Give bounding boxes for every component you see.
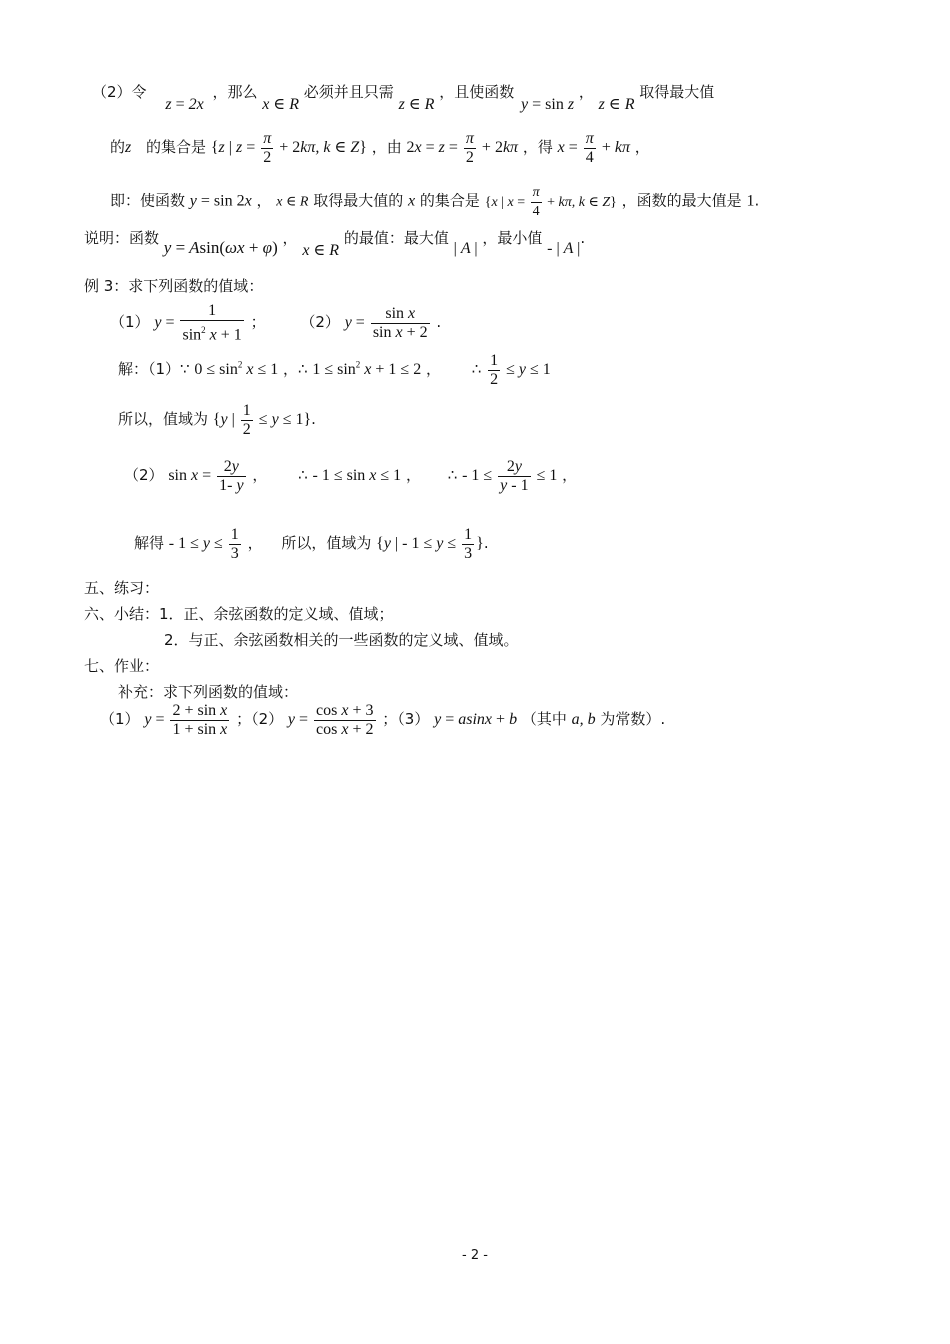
- text-line: 即：使函数 y = sin 2x ， x ∈ R 取得最大值的 x 的集合是 {x | x = $\frac{\pi}{4}$ + kπ, k ∈ Z} ，函数的最大值是 1.: [110, 185, 760, 219]
- section-heading: 七、作业：: [84, 657, 160, 675]
- text-line: 说明：函数 y = Asin(ωx + φ) ， x ∈ R 的最值：最大值 | A | ，最小值 - | A |.: [84, 229, 586, 259]
- page-number: - 2 -: [462, 1248, 488, 1263]
- text-line: （1） y = $\frac{\text{2 + sin x}}{\text{1 + sin x}}$ ；（2） y = $\frac{\text{cos x + 3}}{\text{cos x + 2}}$ ；（3） y = asinx + b （其中 a, b 为常数）.: [100, 702, 666, 738]
- section-heading: 五、练习：: [84, 579, 160, 597]
- text-line: （2） sin x = $\frac{2y}{1- y}$ ， ∴ - 1 ≤ sin x ≤ 1 ， ∴ - 1 ≤ $\frac{2y}{y - 1}$ ≤ 1 ，: [124, 458, 578, 494]
- text-line: 的z 的集合是 {z | z = $\frac{\pi}{2}$ + 2kπ, k ∈ Z} ，由 2x = z = $\frac{\pi}{2}$ + 2kπ ，得 x = $\frac{\pi}{4}$ + kπ ，: [110, 130, 650, 166]
- text-line: 所以，值域为 {y | $\frac{1}{2}$ ≤ y ≤ 1}.: [118, 402, 316, 438]
- text-line: （1） y = $\frac{1}{\sin^2 x + 1}$ ； （2） y = $\frac{\text{sin x}}{\text{sin x + 2}}$ .: [110, 302, 442, 344]
- text-line: （2）令 z = 2x ，那么 x ∈ R 必须并且只需 z ∈ R ，且使函数 y = sin z ， z ∈ R 取得最大值: [92, 83, 715, 113]
- text-line: 补充：求下列函数的值域：: [118, 683, 299, 701]
- text-line: 解得 - 1 ≤ y ≤ $\frac{1}{3}$ ， 所以，值域为 {y | - 1 ≤ y ≤ $\frac{1}{3}$ }.: [134, 526, 489, 562]
- example-heading: 例 3：求下列函数的值域：: [84, 277, 264, 295]
- summary-line: 2．与正、余弦函数相关的一些函数的定义域、值域。: [164, 631, 519, 649]
- summary-line: 六、小结：1．正、余弦函数的定义域、值域；: [84, 605, 394, 623]
- text-line: 解：（1）∵ $0 \le \sin^2 x \le 1$ ，∴ $1 \le \sin^2 x + 1 \le 2$ ， ∴ $\frac{1}{2}$ ≤ y ≤ 1: [118, 352, 551, 388]
